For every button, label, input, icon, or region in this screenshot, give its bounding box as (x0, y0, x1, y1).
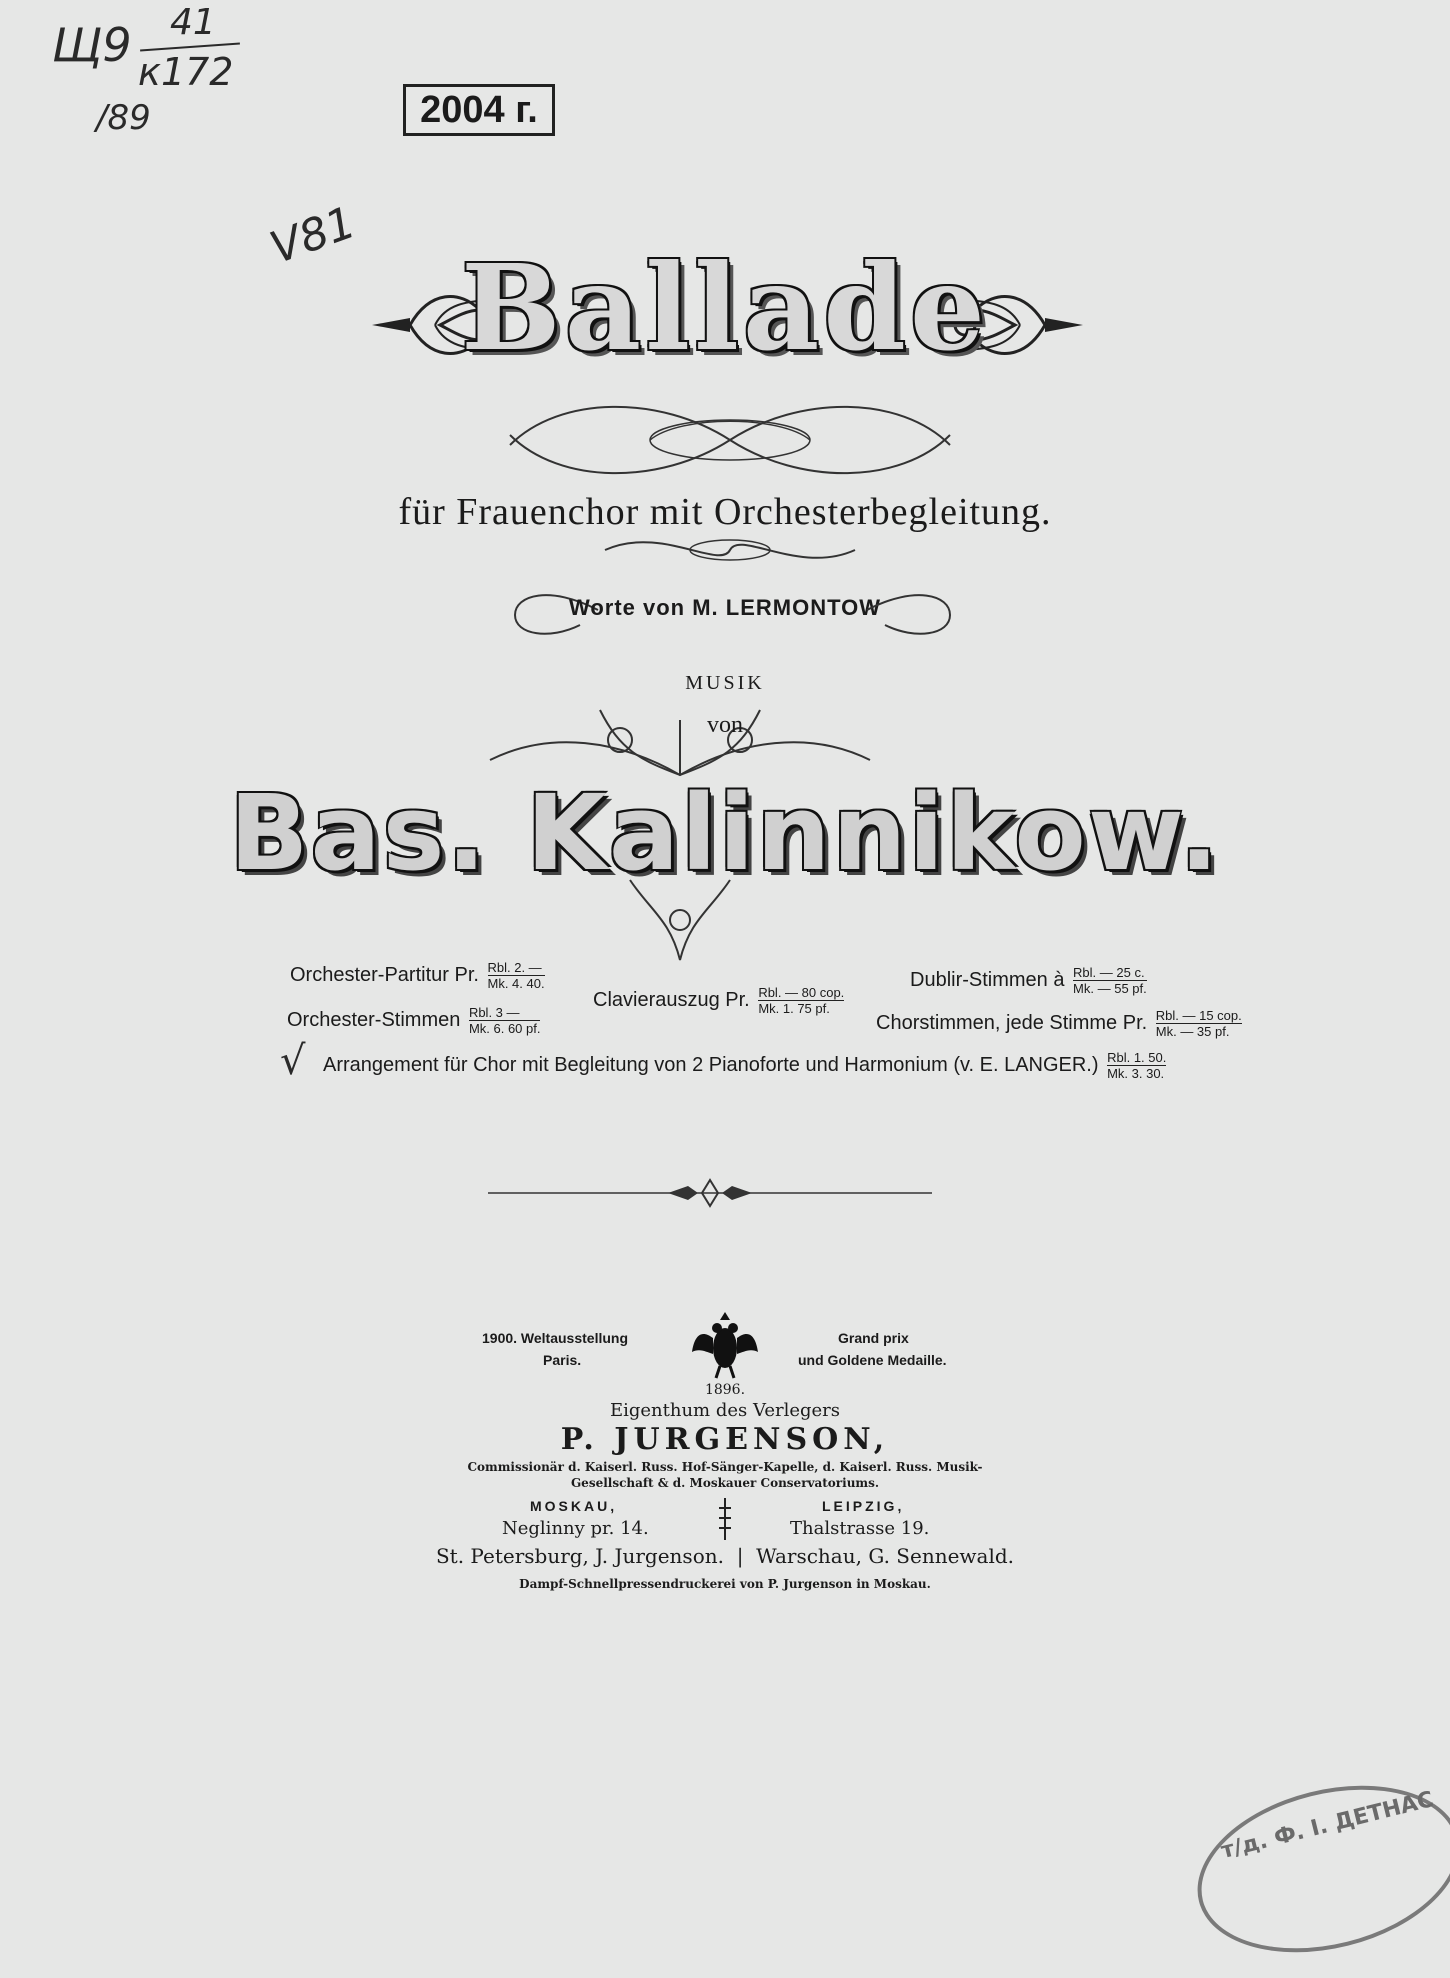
publisher-year: 1896. (704, 1382, 746, 1398)
price-arrangement (323, 1050, 1166, 1081)
price-arrangement-fraction (1107, 1050, 1166, 1081)
price-dublir (910, 965, 1147, 996)
price-chor-fraction (1156, 1008, 1242, 1039)
city-leipzig: LEIPZIG, (822, 1498, 905, 1514)
price-stimmen-mk: Mk. 6. 60 pf. (468, 1021, 541, 1036)
price-clavier-label: Clavierauszug Pr. (593, 988, 750, 1011)
price-dublir-label: Dublir-Stimmen à (910, 968, 1065, 991)
price-arrangement-mk: Mk. 3. 30. (1107, 1066, 1165, 1081)
handwritten-note: /89 (96, 98, 151, 138)
words-by: Worte von M. LERMONTOW (568, 595, 882, 620)
subtitle-flourish (600, 530, 860, 570)
publisher-branches: St. Petersburg, J. Jurgenson. | Warschau, G. Sennewald. (435, 1544, 1015, 1568)
price-clavier-fraction (758, 985, 844, 1016)
publisher-commission-2: Gesellschaft & d. Moskauer Conservatoriums. (570, 1476, 880, 1490)
expo-right-2: und Goldene Medaille. (798, 1352, 947, 1368)
address-leipzig: Thalstrasse 19. (790, 1518, 930, 1539)
price-chor-label: Chorstimmen, jede Stimme Pr. (876, 1011, 1148, 1034)
von-label: von (707, 712, 743, 738)
price-stimmen (287, 1005, 540, 1036)
publisher-printer: Dampf-Schnellpressendruckerei von P. Jurgenson in Moskau. (519, 1577, 931, 1591)
publisher-commission-1: Commissionär d. Kaiserl. Russ. Hof-Sänger-Kapelle, d. Kaiserl. Russ. Musik- (467, 1460, 983, 1474)
expo-right-1: Grand prix (838, 1330, 909, 1346)
price-chor-mk: Mk. — 35 pf. (1155, 1024, 1230, 1039)
price-arrangement-rbl: Rbl. 1. 50. (1107, 1050, 1167, 1065)
price-chor-rbl: Rbl. — 15 cop. (1155, 1008, 1242, 1023)
price-clavier-rbl: Rbl. — 80 cop. (758, 985, 845, 1000)
handwritten-mark: V81 (263, 196, 363, 275)
handwritten-check: √ (280, 1038, 306, 1084)
price-partitur-rbl: Rbl. 2. — (488, 960, 545, 976)
address-moskau: Neglinny pr. 14. (502, 1518, 649, 1539)
subtitle: für Frauenchor mit Orchesterbegleitung. (398, 491, 1052, 533)
publisher-name: P. JURGENSON, (560, 1422, 890, 1457)
handwritten-fraction-bottom: к172 (138, 50, 234, 94)
price-partitur-label: Orchester-Partitur Pr. (290, 963, 479, 986)
handwritten-fraction-top: 41 (170, 2, 216, 43)
price-clavier (593, 985, 844, 1016)
title-flourish (500, 395, 960, 485)
separator-ornament-icon (717, 1496, 733, 1542)
composer-name: Bas. Kalinnikow. (229, 772, 1221, 894)
price-partitur (290, 960, 545, 991)
price-stimmen-fraction (469, 1005, 541, 1036)
divider-ornament (488, 1178, 932, 1208)
handwritten-shelfmark: Щ9 (52, 18, 132, 72)
price-clavier-mk: Mk. 1. 75 pf. (758, 1001, 830, 1016)
musik-label: MUSIK (685, 672, 765, 694)
price-partitur-mk: Mk. 4. 40. (487, 976, 545, 991)
expo-left-2: Paris. (543, 1352, 582, 1368)
price-dublir-mk: Mk. — 55 pf. (1073, 981, 1147, 996)
price-chor (876, 1008, 1242, 1039)
library-stamp-text: т/д. Ф. І. ДЕТНАС (1218, 1787, 1437, 1865)
words-flourish-right (865, 585, 955, 645)
title: Ballade (461, 238, 989, 377)
price-stimmen-label: Orchester-Stimmen (287, 1008, 461, 1031)
price-dublir-fraction (1073, 965, 1147, 996)
imperial-eagle-icon (690, 1308, 760, 1380)
price-partitur-fraction (488, 960, 545, 991)
expo-left-1: 1900. Weltausstellung (482, 1330, 629, 1346)
publisher-eigenthum: Eigenthum des Verlegers (609, 1400, 841, 1421)
price-stimmen-rbl: Rbl. 3 — (469, 1005, 541, 1021)
library-stamp (1180, 1760, 1450, 1978)
price-arrangement-label: Arrangement für Chor mit Begleitung von 2 Pianoforte und Harmonium (v. E. LANGER.) (323, 1053, 1099, 1076)
price-dublir-rbl: Rbl. — 25 c. (1073, 965, 1147, 981)
city-moskau: MOSKAU, (530, 1498, 618, 1514)
year-stamp: 2004 г. (403, 84, 555, 136)
